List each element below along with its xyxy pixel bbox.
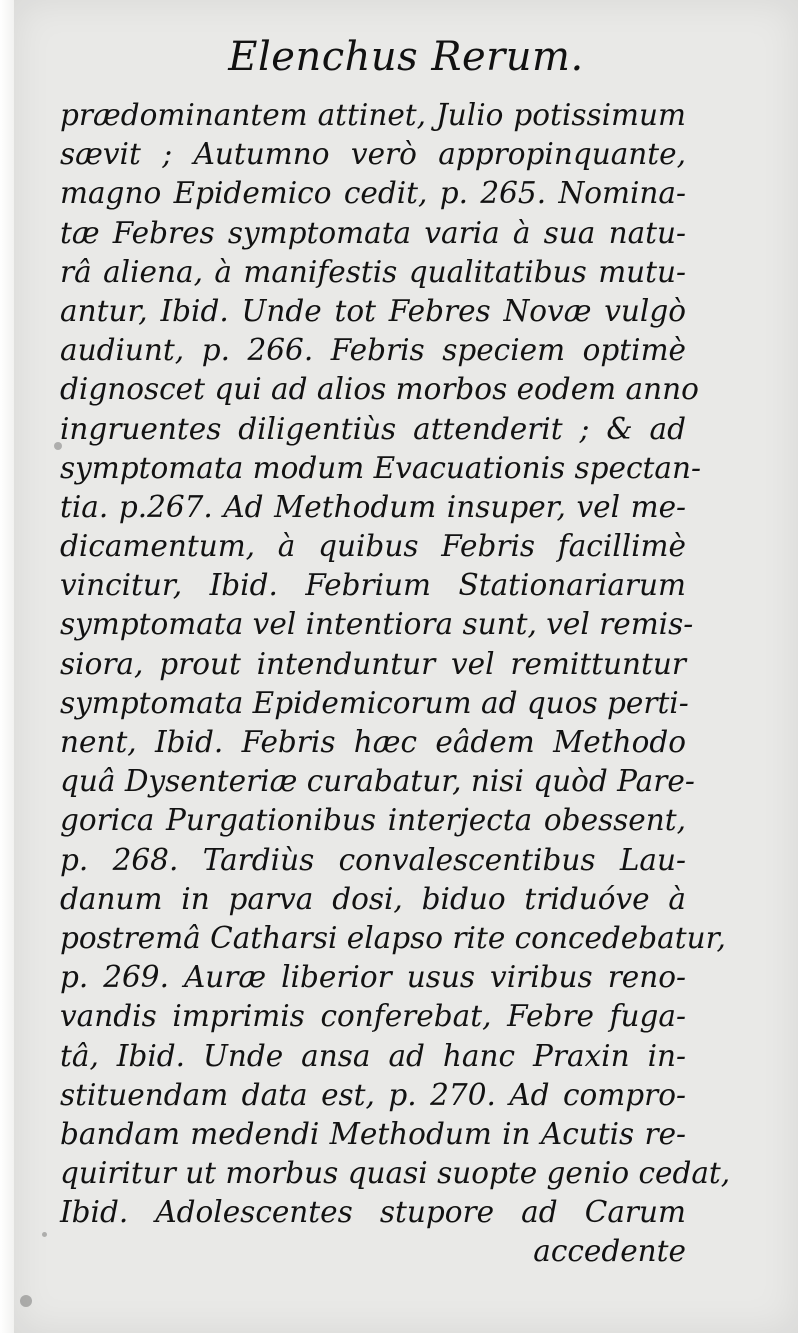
catchword: accedente bbox=[533, 1234, 686, 1269]
text-line: vandis imprimis conferebat, Febre fuga- bbox=[60, 999, 686, 1034]
book-page bbox=[14, 0, 798, 1333]
text-line: quâ Dysenteriæ curabatur, nisi quòd Pare- bbox=[60, 764, 695, 799]
text-line: symptomata vel intentiora sunt, vel remis- bbox=[60, 607, 694, 642]
text-line: p. 269. Auræ liberior usus viribus reno- bbox=[60, 960, 686, 995]
text-line: vincitur, Ibid. Febrium Stationariarum bbox=[60, 568, 686, 603]
text-line: audiunt, p. 266. Febris speciem optimè bbox=[60, 333, 686, 368]
text-line: dicamentum, à quibus Febris facillimè bbox=[60, 529, 686, 564]
paper-speck bbox=[42, 1232, 47, 1237]
text-line: gorica Purgationibus interjecta obessent, bbox=[60, 803, 686, 838]
text-line: tia. p.267. Ad Methodum insuper, vel me- bbox=[60, 489, 686, 524]
text-line: ingruentes diligentiùs attenderit ; & ad bbox=[60, 411, 686, 446]
paper-speck bbox=[20, 1295, 32, 1307]
page-margin bbox=[0, 0, 14, 1333]
text-line: sævit ; Autumno verò appropinquante, bbox=[60, 137, 686, 172]
text-line: tâ, Ibid. Unde ansa ad hanc Praxin in- bbox=[60, 1038, 686, 1073]
text-line: siora, prout intenduntur vel remittuntur bbox=[60, 646, 686, 681]
text-line: Ibid. Adolescentes stupore ad Carum bbox=[60, 1195, 686, 1230]
text-line: p. 268. Tardiùs convalescentibus Lau- bbox=[60, 842, 686, 877]
text-line: symptomata modum Evacuationis spectan- bbox=[60, 450, 701, 485]
text-line: tæ Febres symptomata varia à sua natu- bbox=[60, 215, 686, 250]
text-line: nent, Ibid. Febris hæc eâdem Methodo bbox=[60, 725, 686, 759]
paper-speck bbox=[54, 442, 62, 450]
text-line: antur, Ibid. Unde tot Febres Novæ vulgò bbox=[60, 293, 686, 328]
text-line: râ aliena, à manifestis qualitatibus mutu- bbox=[60, 254, 686, 289]
text-line: stituendam data est, p. 270. Ad compro- bbox=[60, 1077, 686, 1112]
text-line: prædominantem attinet, Julio potissimum bbox=[60, 98, 686, 132]
text-line: dignoscet qui ad alios morbos eodem anno bbox=[60, 372, 699, 407]
text-line: postremâ Catharsi elapso rite concedebatur, bbox=[60, 920, 726, 955]
text-line: quiritur ut morbus quasi suopte genio cedat, bbox=[60, 1156, 731, 1191]
text-line: magno Epidemico cedit, p. 265. Nomina- bbox=[60, 176, 686, 211]
text-line: symptomata Epidemicorum ad quos perti- bbox=[60, 685, 689, 720]
running-header: Elenchus Rerum. bbox=[228, 34, 584, 80]
body-text bbox=[60, 96, 731, 1272]
text-line: danum in parva dosi, biduo triduóve à bbox=[60, 881, 686, 916]
text-line: bandam medendi Methodum in Acutis re- bbox=[60, 1116, 686, 1151]
